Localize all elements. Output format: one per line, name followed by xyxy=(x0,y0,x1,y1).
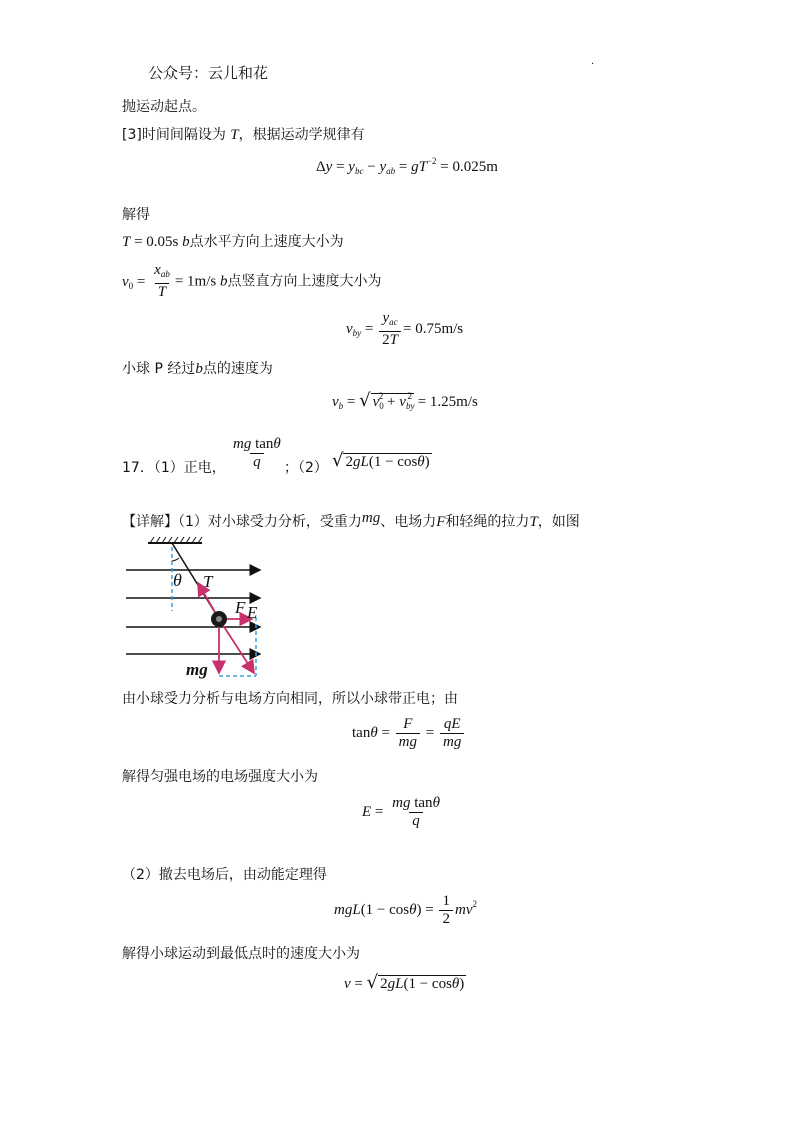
vby-fraction: $\frac{y_{ac}}{2T}$ xyxy=(379,310,401,349)
text-line-2 xyxy=(122,126,365,144)
detail-mg: mg xyxy=(361,510,381,526)
text-jiede-1: 解得 xyxy=(122,207,150,223)
v0-b: b xyxy=(219,273,228,290)
equation-delta-y: $\Delta y = y_{bc} - y_{ab} = gT^{-2} = 0.025m$ xyxy=(316,156,498,176)
label-T: T xyxy=(203,572,213,591)
equation-vb: $v_b$ = √ $v_0^2 + v_{by}^2 = 1.25m/s$ xyxy=(332,390,478,411)
detail-tag: 【详解】 xyxy=(122,514,178,530)
text-part-2: （2）撤去电场后，由动能定理得 xyxy=(122,867,327,883)
label-F: F xyxy=(235,598,246,617)
ceiling-support xyxy=(148,537,202,543)
line2-rest: ，根据运动学规律有 xyxy=(238,127,365,143)
label-theta: θ xyxy=(173,570,182,590)
v0-rest: 点竖直方向上速度大小为 xyxy=(227,273,382,290)
question-17-label: 17．（1）正电， xyxy=(122,460,226,476)
q17-answer-sqrt: √ 2gL(1 − cosθ) xyxy=(332,450,430,471)
detail-mid2: 和轻绳的拉力 xyxy=(445,514,530,530)
text-solve-v: 解得小球运动到最低点时的速度大小为 xyxy=(122,946,360,962)
q17-separator: ；（2） xyxy=(284,460,328,476)
ball-p-start: 小球 P 经过 xyxy=(122,361,196,377)
v0-fraction: $\frac{x_{ab}}{T}$ xyxy=(154,262,170,300)
ball-rest: 点的速度为 xyxy=(202,361,273,377)
text-solve-e: 解得匀强电场的电场强度大小为 xyxy=(122,769,318,785)
text-ball-p xyxy=(122,360,273,378)
line2-var: T xyxy=(230,127,239,143)
vby-result: = 0.75m/s xyxy=(402,320,464,337)
equation-v: v = √ 2gL(1 − cosθ) xyxy=(344,972,465,993)
text-analysis: 由小球受力分析与电场方向相同，所以小球带正电；由 xyxy=(122,691,458,707)
force-diagram xyxy=(122,533,272,683)
line2-start: [3]时间间隔设为 xyxy=(122,127,226,143)
text-v0-line: $v_0$ = $\frac{x_{ab}}{T}$ = 1m/s b点竖直方向上速度大小为 xyxy=(122,262,382,300)
text-t-line: T = 0.05s b点水平方向上速度大小为 xyxy=(122,234,344,250)
equation-tan: tanθ = $\frac{F}{mg}$ = $\frac{qE}{mg}$ xyxy=(352,716,466,751)
vb-result: = 1.25m/s xyxy=(417,394,478,410)
detail-T: T xyxy=(529,514,538,530)
detail-end: ，如图 xyxy=(537,514,580,530)
equation-energy: mgL(1 − cosθ) = $\frac{1}{2}$ $mv^2$ xyxy=(334,893,477,927)
page-header-title: 公众号：云儿和花 xyxy=(148,64,269,82)
t-b: b xyxy=(182,234,190,250)
detail-text: （1）对小球受力分析，受重力 xyxy=(178,514,362,530)
equation-vby: $v_{by}$ = $\frac{y_{ac}}{2T}$ = 0.75m/s xyxy=(346,310,464,348)
label-E: E xyxy=(247,603,258,622)
header-dot: . xyxy=(591,56,595,67)
equation-e: E = $\frac{\text{mg tanθ}}{q}$ xyxy=(362,795,440,829)
detail-line xyxy=(122,509,580,531)
q17-answer-fraction: $\frac{\text{mg tanθ}}{q}$ xyxy=(233,436,281,470)
theta-arc xyxy=(172,558,179,561)
text-line-1: 抛运动起点。 xyxy=(122,99,206,115)
t-rest: 点水平方向上速度大小为 xyxy=(189,234,344,250)
ball-b: b xyxy=(195,361,203,377)
label-mg: mg xyxy=(186,660,208,679)
detail-F: F xyxy=(436,514,446,530)
detail-mid: 、电场力 xyxy=(380,514,437,530)
